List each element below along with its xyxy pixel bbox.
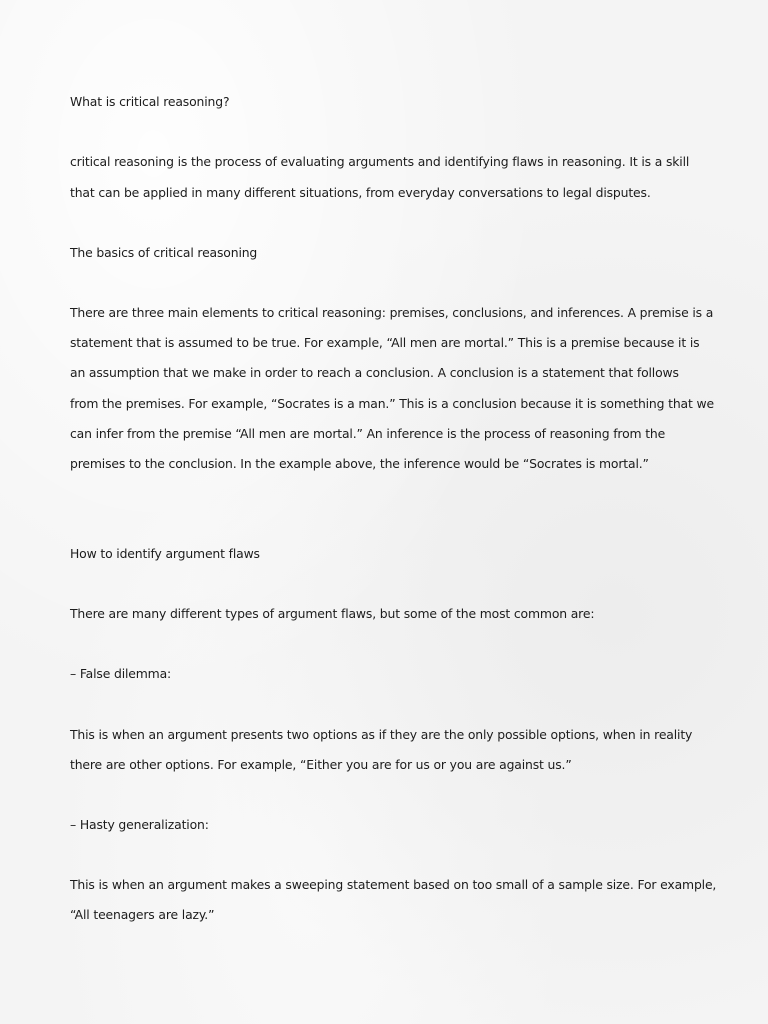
section-heading: What is critical reasoning?: [70, 94, 230, 109]
paragraph-line: This is when an argument makes a sweeping statement based on too small of a sample size. For example,: [70, 877, 717, 892]
section-heading: How to identify argument flaws: [70, 546, 260, 561]
section-heading: The basics of critical reasoning: [70, 245, 258, 260]
paragraph-line: premises to the conclusion. In the example above, the inference would be “Socrates is mortal.”: [70, 456, 649, 471]
paragraph-line: there are other options. For example, “Either you are for us or you are against us.”: [70, 757, 572, 772]
paragraph-line: can infer from the premise “All men are mortal.” An inference is the process of reasoning from the: [70, 426, 666, 441]
paragraph-line: statement that is assumed to be true. For example, “All men are mortal.” This is a premise because it is: [70, 335, 700, 350]
paragraph-line: critical reasoning is the process of evaluating arguments and identifying flaws in reasoning. It is a skill: [70, 154, 690, 169]
paragraph-line: “All teenagers are lazy.”: [70, 907, 215, 922]
paragraph-line: This is when an argument presents two options as if they are the only possible options, when in reality: [70, 727, 693, 742]
paragraph-line: an assumption that we make in order to reach a conclusion. A conclusion is a statement that follows: [70, 365, 679, 380]
paragraph-line: There are many different types of argument flaws, but some of the most common are:: [70, 606, 595, 621]
list-item-heading: – False dilemma:: [70, 666, 172, 681]
paragraph-line: that can be applied in many different situations, from everyday conversations to legal disputes.: [70, 185, 651, 200]
paragraph-line: from the premises. For example, “Socrates is a man.” This is a conclusion because it is something that we: [70, 396, 714, 411]
list-item-heading: – Hasty generalization:: [70, 817, 209, 832]
paragraph-line: There are three main elements to critical reasoning: premises, conclusions, and inferences. A premise is a: [70, 305, 714, 320]
